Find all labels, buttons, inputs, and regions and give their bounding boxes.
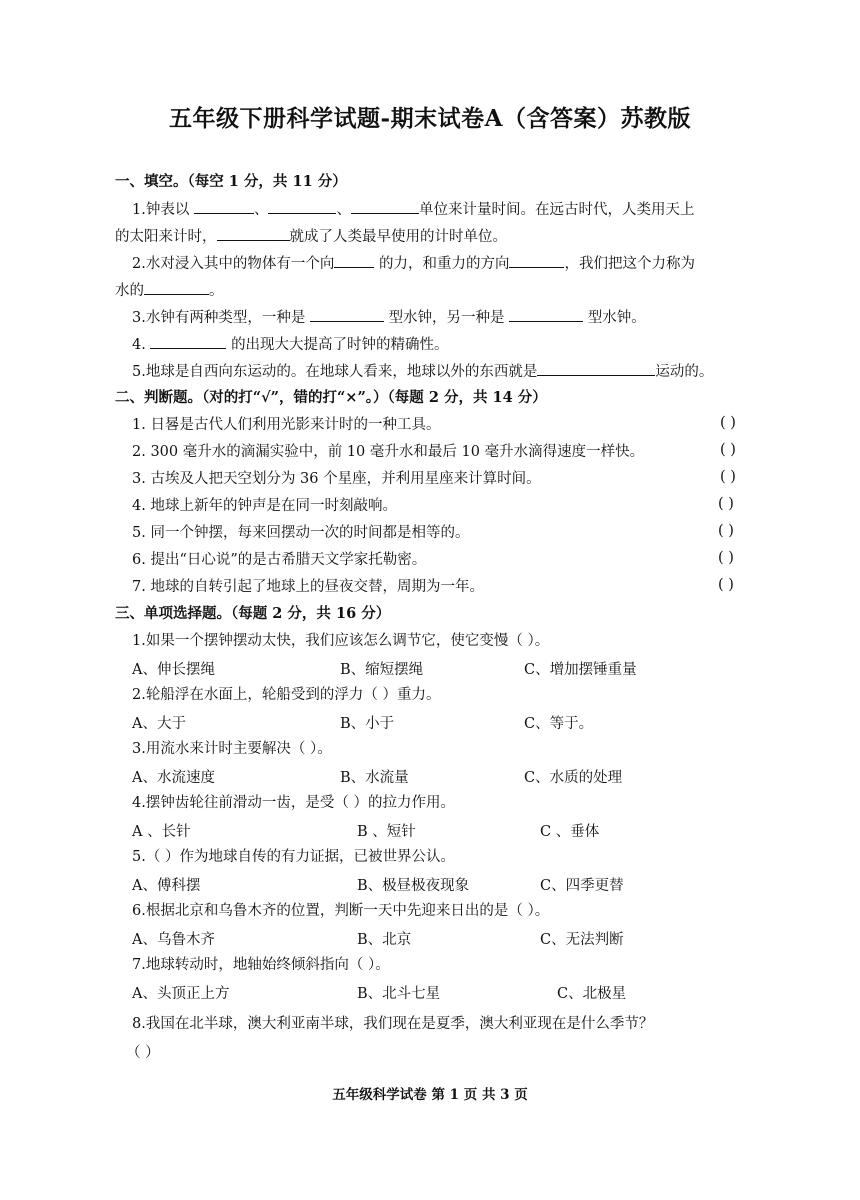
answer-blank[interactable]	[509, 253, 564, 268]
mc-option-c[interactable]: C 、垂体	[540, 824, 600, 840]
mc-option-c[interactable]: C、增加摆锤重量	[524, 662, 637, 678]
fill-question-5: 5.地球是自西向东运动的。在地球人看来，地球以外的东西就是 运动的。	[132, 361, 713, 382]
page-footer: 五年级科学试卷 第 1 页 共 3 页	[332, 1087, 528, 1103]
mc-option-b[interactable]: B、极昼极夜现象	[357, 878, 470, 894]
mc-option-a[interactable]: A 、长针	[132, 824, 191, 840]
mc-option-a[interactable]: A、头顶正上方	[132, 986, 230, 1002]
answer-blank[interactable]	[351, 199, 419, 214]
answer-blank[interactable]	[217, 226, 290, 241]
answer-blank[interactable]	[310, 307, 384, 322]
fill-question-1-line2: 的太阳来计时， 就成了人类最早使用的计时单位。	[115, 226, 507, 247]
tf-question-5: 5. 同一个钟摆，每来回摆动一次的时间都是相等的。	[132, 525, 470, 541]
fill-question-4: 4. 的出现大大提高了时钟的精确性。	[132, 334, 449, 355]
answer-parens[interactable]: ( )	[718, 577, 734, 593]
fill-question-2-line2: 水的 。	[115, 280, 224, 301]
section-heading-multiple-choice: 三、单项选择题。（每题 2 分，共 16 分）	[115, 605, 391, 622]
mc-option-b[interactable]: B、缩短摆绳	[340, 662, 424, 678]
section-heading-fill-in: 一、填空。（每空 1 分，共 11 分）	[115, 173, 347, 190]
mc-question-4: 4.摆钟齿轮往前滑动一齿，是受（ ）的拉力作用。	[132, 795, 455, 811]
section-heading-true-false: 二、判断题。（对的打“√”，错的打“×”。）（每题 2 分，共 14 分）	[115, 389, 547, 406]
answer-parens[interactable]: ( )	[718, 496, 734, 512]
mc-option-b[interactable]: B、小于	[340, 716, 395, 732]
mc-option-c[interactable]: C、北极星	[557, 986, 627, 1002]
mc-option-a[interactable]: A、傅科摆	[132, 878, 201, 894]
mc-option-c[interactable]: C、水质的处理	[524, 770, 623, 786]
mc-question-6: 6.根据北京和乌鲁木齐的位置，判断一天中先迎来日出的是（ ）。	[132, 903, 550, 919]
answer-parens[interactable]: ( )	[720, 442, 736, 458]
answer-blank[interactable]	[268, 199, 336, 214]
mc-question-1: 1.如果一个摆钟摆动太快，我们应该怎么调节它，使它变慢（ ）。	[132, 633, 550, 649]
mc-option-b[interactable]: B、水流量	[340, 770, 409, 786]
answer-parens[interactable]: （ ）	[126, 1045, 160, 1061]
answer-parens[interactable]: ( )	[718, 523, 734, 539]
tf-question-3: 3. 古埃及人把天空划分为 36 个星座，并利用星座来计算时间。	[132, 471, 541, 487]
answer-blank[interactable]	[144, 280, 209, 295]
answer-blank[interactable]	[334, 253, 374, 268]
mc-option-a[interactable]: A、伸长摆绳	[132, 662, 215, 678]
tf-question-2: 2. 300 毫升水的滴漏实验中，前 10 毫升水和最后 10 毫升水滴得速度一样快。	[132, 444, 645, 460]
answer-blank[interactable]	[537, 361, 655, 376]
mc-question-8: 8.我国在北半球，澳大利亚南半球，我们现在是夏季，澳大利亚现在是什么季节？	[132, 1016, 654, 1032]
answer-parens[interactable]: ( )	[718, 550, 734, 566]
tf-question-7: 7. 地球的自转引起了地球上的昼夜交替，周期为一年。	[132, 579, 484, 595]
mc-question-2: 2.轮船浮在水面上，轮船受到的浮力（ ）重力。	[132, 687, 441, 703]
tf-question-6: 6. 提出“日心说”的是古希腊天文学家托勒密。	[132, 552, 427, 568]
answer-parens[interactable]: ( )	[720, 415, 736, 431]
answer-parens[interactable]: ( )	[720, 469, 736, 485]
tf-question-1: 1. 日晷是古代人们利用光影来计时的一种工具。	[132, 417, 441, 433]
mc-option-b[interactable]: B、北斗七星	[357, 986, 441, 1002]
mc-option-c[interactable]: C、无法判断	[540, 932, 624, 948]
fill-question-3: 3.水钟有两种类型，一种是 型水钟，另一种是 型水钟。	[132, 307, 646, 328]
page-title: 五年级下册科学试题-期末试卷A（含答案）苏教版	[169, 105, 691, 132]
mc-question-5: 5.（ ）作为地球自传的有力证据，已被世界公认。	[132, 849, 455, 865]
mc-option-b[interactable]: B 、短针	[357, 824, 416, 840]
mc-question-3: 3.用流水来计时主要解决（ ）。	[132, 741, 332, 757]
answer-blank[interactable]	[150, 334, 226, 349]
mc-option-b[interactable]: B、北京	[357, 932, 412, 948]
fill-question-2-line1: 2.水对浸入其中的物体有一个向 的力，和重力的方向 ，我们把这个力称为	[132, 253, 695, 274]
mc-question-7: 7.地球转动时，地轴始终倾斜指向（ ）。	[132, 957, 390, 973]
mc-option-c[interactable]: C、四季更替	[540, 878, 624, 894]
fill-question-1-line1: 1.钟表以 、 、 单位来计量时间。在远古时代，人类用天上	[132, 199, 694, 220]
answer-blank[interactable]	[194, 199, 254, 214]
mc-option-c[interactable]: C、等于。	[524, 716, 594, 732]
mc-option-a[interactable]: A、乌鲁木齐	[132, 932, 215, 948]
tf-question-4: 4. 地球上新年的钟声是在同一时刻敲响。	[132, 498, 397, 514]
answer-blank[interactable]	[509, 307, 583, 322]
mc-option-a[interactable]: A、水流速度	[132, 770, 215, 786]
mc-option-a[interactable]: A、大于	[132, 716, 186, 732]
